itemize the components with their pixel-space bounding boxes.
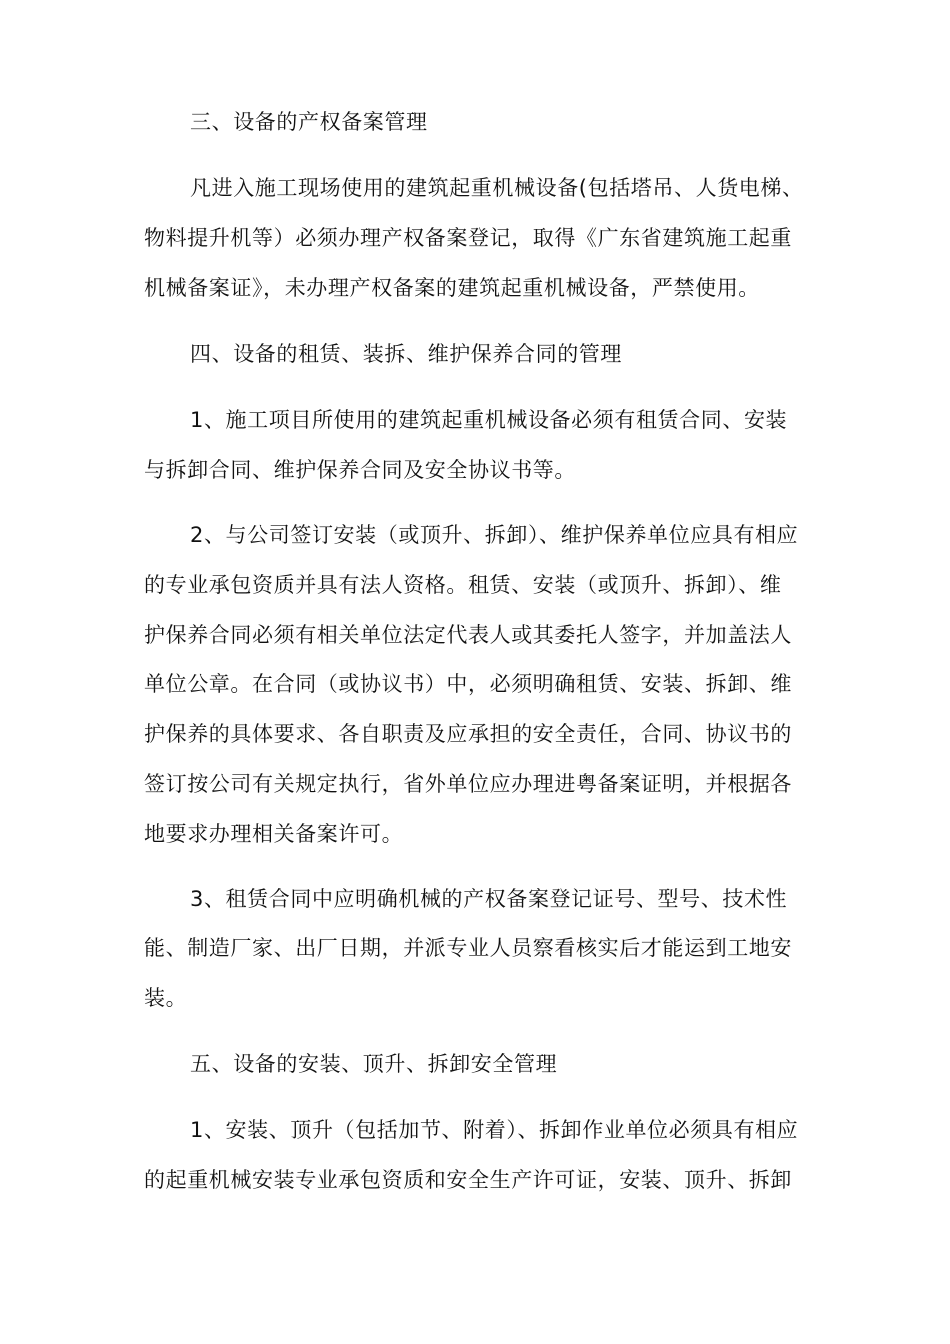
paragraph-line: 2、与公司签订安装（或顶升、拆卸）、维护保养单位应具有相应 — [190, 523, 799, 547]
paragraph-line: 的专业承包资质并具有法人资格。租赁、安装（或顶升、拆卸）、维 — [144, 573, 782, 597]
paragraph-line: 物料提升机等）必须办理产权备案登记，取得《广东省建筑施工起重 — [144, 226, 792, 250]
paragraph-line: 地要求办理相关备案许可。 — [144, 822, 404, 846]
paragraph-line: 1、安装、顶升（包括加节、附着）、拆卸作业单位必须具有相应 — [190, 1118, 799, 1142]
paragraph-line: 凡进入施工现场使用的建筑起重机械设备(包括塔吊、人货电梯、 — [190, 176, 804, 200]
paragraph-line: 护保养的具体要求、各自职责及应承担的安全责任，合同、协议书的 — [144, 722, 792, 746]
paragraph-line: 1、施工项目所使用的建筑起重机械设备必须有租赁合同、安装 — [190, 408, 788, 432]
paragraph-line: 能、制造厂家、出厂日期，并派专业人员察看核实后才能运到工地安 — [144, 936, 792, 960]
paragraph-line: 单位公章。在合同（或协议书）中，必须明确租赁、安装、拆卸、维 — [144, 672, 792, 696]
paragraph-line: 机械备案证》，未办理产权备案的建筑起重机械设备，严禁使用。 — [144, 276, 760, 300]
section-heading-3: 三、设备的产权备案管理 — [190, 110, 428, 134]
paragraph-line: 签订按公司有关规定执行，省外单位应办理进粤备案证明，并根据各 — [144, 772, 792, 796]
paragraph-line: 装。 — [144, 986, 188, 1010]
section-heading-4: 四、设备的租赁、装拆、维护保养合同的管理 — [190, 342, 622, 366]
paragraph-line: 的起重机械安装专业承包资质和安全生产许可证，安装、顶升、拆卸 — [144, 1168, 792, 1192]
section-heading-5: 五、设备的安装、顶升、拆卸安全管理 — [190, 1052, 558, 1076]
paragraph-line: 3、租赁合同中应明确机械的产权备案登记证号、型号、技术性 — [190, 887, 788, 911]
paragraph-line: 护保养合同必须有相关单位法定代表人或其委托人签字，并加盖法人 — [144, 623, 792, 647]
paragraph-line: 与拆卸合同、维护保养合同及安全协议书等。 — [144, 458, 576, 482]
